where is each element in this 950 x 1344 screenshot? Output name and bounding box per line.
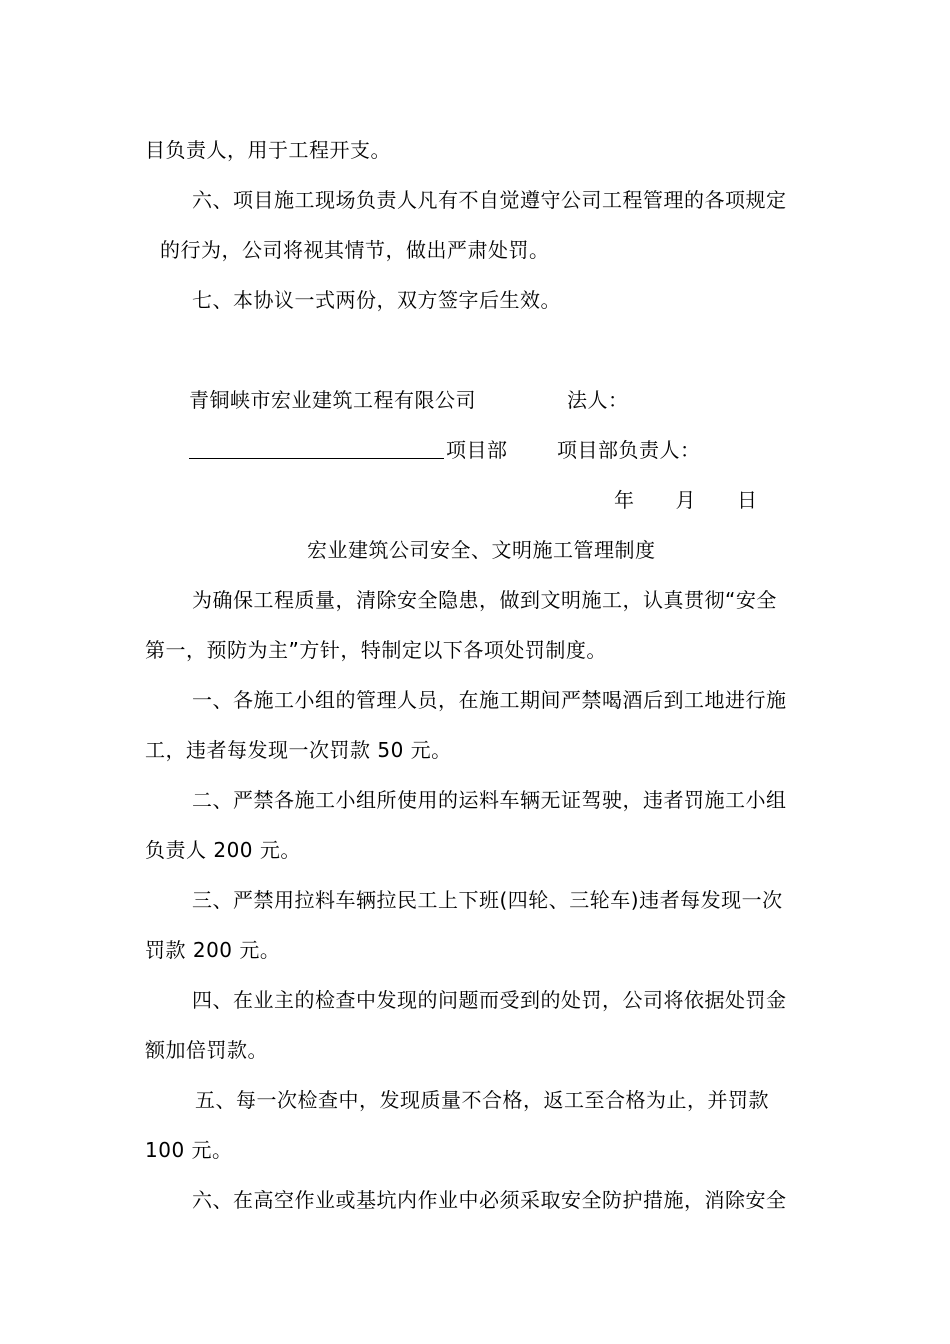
regulation-line: 四、在业主的检查中发现的问题而受到的处罚，公司将依据处罚金 bbox=[192, 988, 787, 1012]
regulation-title: 宏业建筑公司安全、文明施工管理制度 bbox=[307, 538, 656, 562]
regulation-line: 一、各施工小组的管理人员，在施工期间严禁喝酒后到工地进行施 bbox=[192, 688, 787, 712]
regulation-line: 五、每一次检查中，发现质量不合格，返工至合格为止，并罚款 bbox=[195, 1088, 769, 1112]
dept-label: 项目部 bbox=[446, 438, 508, 462]
regulation-line: 工，违者每发现一次罚款 50 元。 bbox=[145, 738, 452, 762]
regulation-line: 六、在高空作业或基坑内作业中必须采取安全防护措施，消除安全 bbox=[192, 1188, 787, 1212]
signature-blank-line bbox=[189, 458, 444, 459]
regulation-line: 第一，预防为主”方针，特制定以下各项处罚制度。 bbox=[145, 638, 607, 662]
regulation-line: 为确保工程质量，清除安全隐患，做到文明施工，认真贯彻“安全 bbox=[192, 588, 777, 612]
legal-rep-label: 法人： bbox=[567, 388, 629, 412]
regulation-line: 负责人 200 元。 bbox=[145, 838, 301, 862]
regulation-line: 100 元。 bbox=[145, 1138, 233, 1162]
date-label: 年 月 日 bbox=[614, 488, 758, 512]
contract-line: 的行为，公司将视其情节，做出严肃处罚。 bbox=[160, 238, 550, 262]
dept-head-label: 项目部负责人： bbox=[557, 438, 701, 462]
contract-line: 七、本协议一式两份，双方签字后生效。 bbox=[192, 288, 561, 312]
regulation-line: 罚款 200 元。 bbox=[145, 938, 281, 962]
contract-line: 六、项目施工现场负责人凡有不自觉遵守公司工程管理的各项规定 bbox=[192, 188, 787, 212]
company-name: 青铜峡市宏业建筑工程有限公司 bbox=[189, 388, 476, 412]
regulation-line: 二、严禁各施工小组所使用的运料车辆无证驾驶，违者罚施工小组 bbox=[192, 788, 787, 812]
regulation-line: 额加倍罚款。 bbox=[145, 1038, 268, 1062]
regulation-line: 三、严禁用拉料车辆拉民工上下班(四轮、三轮车)违者每发现一次 bbox=[192, 888, 783, 912]
contract-line: 目负责人，用于工程开支。 bbox=[145, 138, 391, 162]
